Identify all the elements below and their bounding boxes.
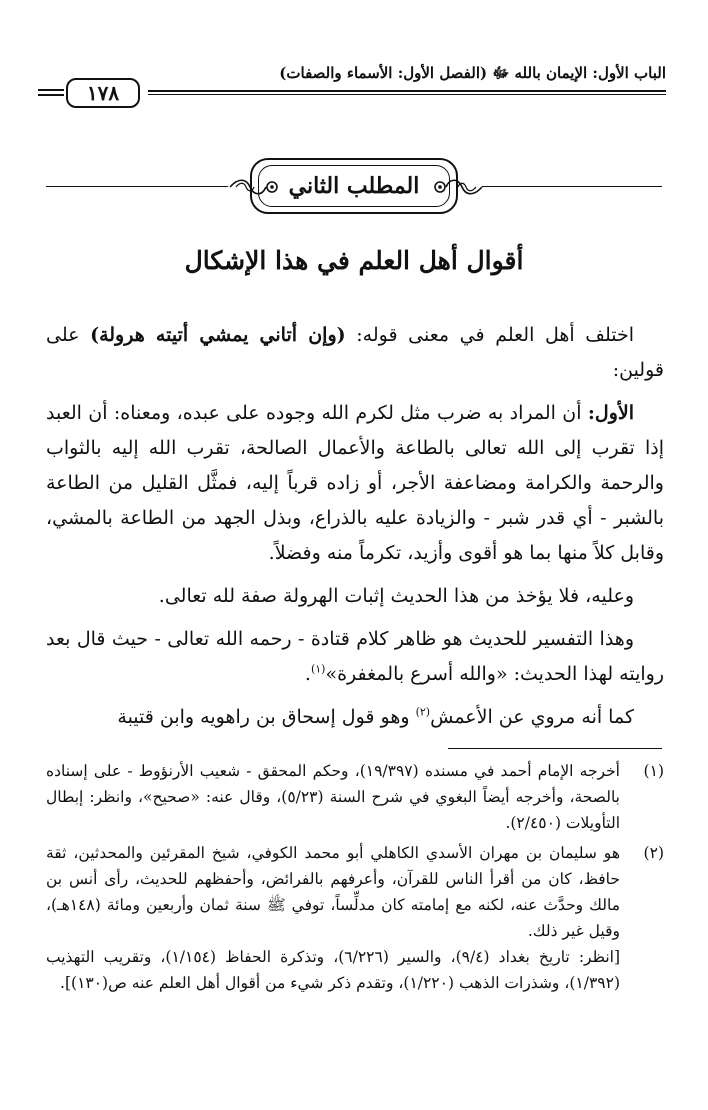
page-number-tick — [38, 94, 64, 96]
paragraph-text: اختلف أهل العلم في معنى قوله: — [345, 324, 634, 346]
footnote-number: (٢) — [643, 844, 664, 862]
page-number-tick — [38, 89, 64, 91]
section-label: المطلب الثاني — [258, 165, 450, 207]
paragraph-text: على قولين: — [46, 324, 664, 381]
footnote — [46, 758, 664, 836]
footnote-references: [انظر: تاريخ بغداد (٩/٤)، والسير (٦/٢٢٦)، وتذكرة الحفاظ (١/١٥٤)، وتقريب التهذيب (١/٣٩٢)، وشذرات الذهب (١/٢٢٠)، وتقدم ذكر شيء من أقوال أهل العلم عنه ص(١٣٠)]. — [46, 948, 620, 992]
paragraph-text: وهذا التفسير للحديث هو ظاهر كلام قتادة - رحمه الله تعالى - حيث قال بعد روايته لهذا الحديث: «والله أسرع بالمغفرة» — [46, 628, 664, 685]
banner-frame — [250, 158, 458, 214]
paragraph: وعليه، فلا يؤخذ من هذا الحديث إثبات الهرولة صفة لله تعالى. — [158, 585, 634, 607]
main-text — [46, 318, 664, 735]
opinion-label: الأول: — [587, 402, 634, 424]
section-banner — [46, 150, 662, 230]
paragraph-text: أن المراد به ضرب مثل لكرم الله وجوده على عبده، ومعناه: أن العبد إذا تقرب إلى الله تعالى بالطاعة والأعمال الصالحة، تقرب الله إليه بالثواب والرحمة والكرامة ومضاعفة الأجر، أو زاده قرباً إليه، فمثَّل القليل من الطاعة بالشبر - أي قدر شبر - والزيادة عليه بالذراع، وبذل الجهد من الطاعة بالمشي، وقابل كلاً منها بما هو أقوى وأزيد، تكرماً منه وفضلاً. — [46, 402, 664, 564]
footnote-separator — [448, 748, 662, 749]
running-title: الباب الأول: الإيمان بالله ﷻ (الفصل الأول: الأسماء والصفات) — [279, 64, 666, 82]
header-rule — [148, 90, 666, 92]
paragraph — [46, 396, 664, 571]
paragraph — [46, 318, 664, 388]
banner-line-left — [46, 186, 228, 187]
footnote-ref: (٢) — [415, 705, 431, 719]
footnote-ref: (١) — [310, 662, 326, 676]
footnote-text: أخرجه الإمام أحمد في مسنده (١٩/٣٩٧)، وحكم المحقق - شعيب الأرنؤوط - على إسناده بالصحة، وأخرجه أيضاً البغوي في شرح السنة (٥/٢٣)، وقال عنه: «صحيح»، وانظر: إبطال التأويلات (٢/٤٥٠). — [46, 762, 620, 832]
section-title: أقوال أهل العلم في هذا الإشكال — [184, 246, 524, 275]
paragraph-text: كما أنه مروي عن الأعمش — [430, 706, 634, 728]
footnote-number: (١) — [643, 762, 664, 780]
page-number: ١٧٨ — [66, 78, 140, 108]
ornament-right-icon — [432, 176, 484, 198]
banner-line-right — [482, 186, 662, 187]
header-rule-thin — [148, 94, 666, 95]
paragraph — [46, 700, 664, 735]
paragraph-text: وهو قول إسحاق بن راهويه وابن قتيبة — [117, 706, 416, 728]
running-header — [38, 60, 666, 110]
footnote — [46, 840, 664, 996]
footnote-text: هو سليمان بن مهران الأسدي الكاهلي أبو محمد الكوفي، شيخ المقرئين والمحدثين، ثقة حافظ، كان من أقرأ الناس للقرآن، وأعرفهم بالفرائض، وأحفظهم للحديث، رأى أنس بن مالك وحدَّث عنه، لكنه مع إمامته كان مدلِّساً، توفي ﷺ سنة ثمان وأربعين ومائة (١٤٨هـ)، وقيل غير ذلك. — [46, 844, 620, 940]
hadith-quote: (وإن أتاني يمشي أتيته هرولة) — [90, 324, 346, 346]
footnotes — [46, 758, 664, 1000]
paragraph-text: . — [304, 663, 311, 685]
paragraph — [46, 622, 664, 692]
